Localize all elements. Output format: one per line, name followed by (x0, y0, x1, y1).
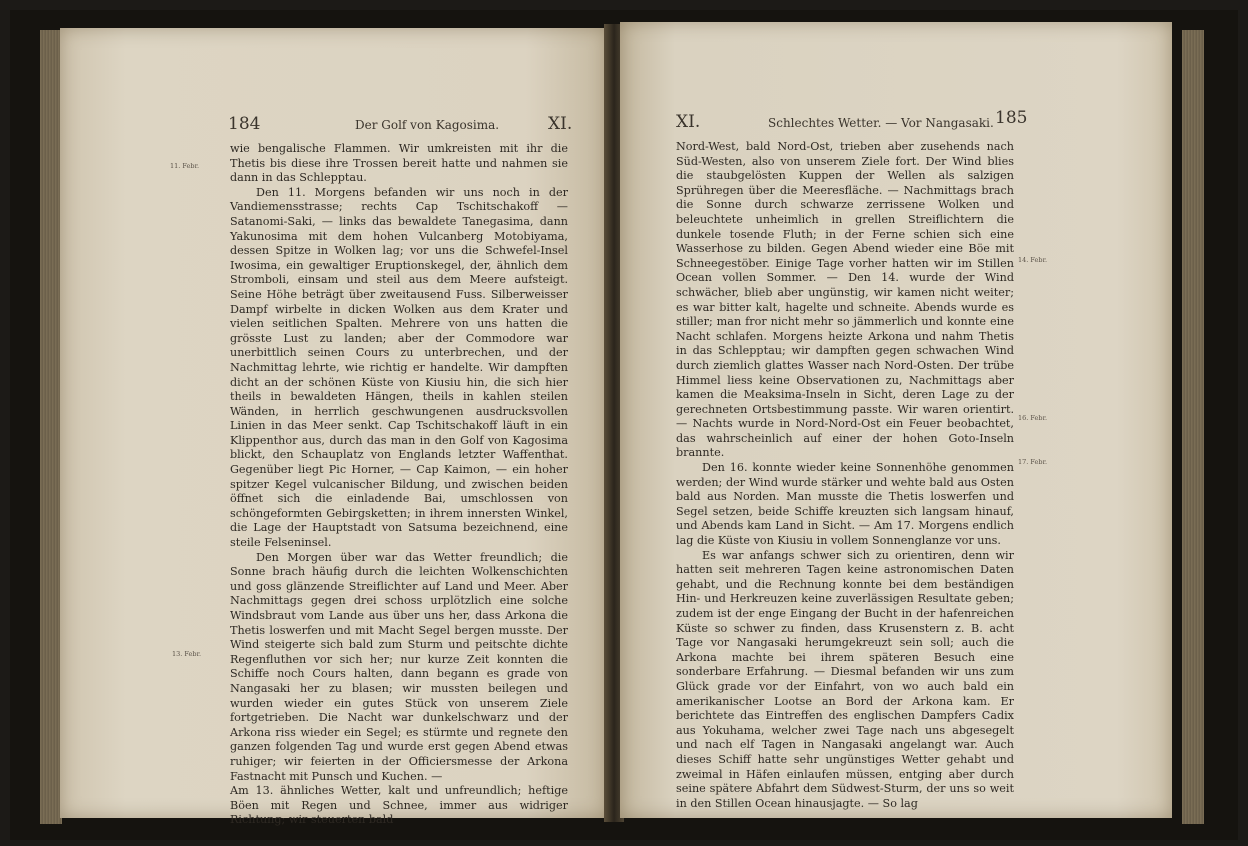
left-paragraph-1: wie bengalische Flammen. Wir umkreisten mit ihr die Thetis bis diese ihre Trossen bereit hatte und nahmen sie dann in das Schlepptau. (230, 142, 568, 185)
left-paragraph-4: Am 13. ähnliches Wetter, kalt und unfreundlich; heftige Böen mit Regen und Schnee, immer aus widriger Richtung; wir steuerten bald (230, 784, 568, 827)
right-page-edges (1182, 30, 1204, 824)
left-paragraph-3: Den Morgen über war das Wetter freundlich; die Sonne brach häufig durch die leichten Wolkenschichten und goss glänzende Streiflichter auf Land und Meer. Aber Nachmittags gegen drei schoss urplötzlich eine solche Windsbraut vom Lande aus über uns her, dass Arkona die Thetis loswerfen und mit Macht Segel bergen musste. Der Wind steigerte sich bald zum Sturm und peitschte dichte Regenfluthen vor sich her; nur kurze Zeit konnten die Schiffe noch Cours halten, dann begann es grade von Nangasaki her zu blasen; wir mussten beilegen und wurden wieder ein gutes Stück von unserem Ziele fortgetrieben. Die Nacht war dunkelschwarz und der Arkona riss wieder ein Segel; es stürmte und regnete den ganzen folgenden Tag und wurde erst gegen Abend etwas ruhiger; wir feierten in der Officiersmesse der Arkona Fastnacht mit Punsch und Kuchen. — (230, 550, 568, 783)
left-chapter-number: XI. (548, 114, 573, 134)
right-margin-note-14-febr: 14. Febr. (1018, 256, 1048, 264)
left-margin-note-11-febr: 11. Febr. (170, 162, 200, 170)
right-chapter-number: XI. (676, 112, 701, 132)
right-page-number: 185 (995, 108, 1028, 128)
left-page-number: 184 (228, 114, 261, 134)
right-paragraph-3: Es war anfangs schwer sich zu orientiren, denn wir hatten seit mehreren Tagen keine astronomischen Daten gehabt, und die Rechnung konnte bei dem beständigen Hin- und Herkreuzen keine zuverlässigen Resultate geben; zudem ist der enge Eingang der Bucht in der hafenreichen Küste so schwer zu finden, dass Krusenstern z. B. acht Tage vor Nangasaki herumgekreuzt sein soll; auch die Arkona machte bei ihrem späteren Besuch eine sonderbare Erfahrung. — Diesmal befanden wir uns zum Glück grade vor der Einfahrt, von wo auch bald ein amerikanischer Lootse an Bord der Arkona kam. Er berichtete das Eintreffen des englischen Dampfers Cadix aus Yokuhama, welcher zwei Tage nach uns abgesegelt und nach elf Tagen in Nangasaki angelangt war. Auch dieses Schiff hatte sehr ungünstiges Wetter gehabt und zweimal in Häfen einlaufen müssen, entging aber durch seine spätere Abfahrt dem Südwest-Sturm, der uns so weit in den Stillen Ocean hinausjagte. — So lag (676, 548, 1014, 810)
right-page-text (676, 140, 1014, 811)
left-paragraph-2: Den 11. Morgens befanden wir uns noch in der Vandiemensstrasse; rechts Cap Tschitschakoff — Satanomi-Saki, — links das bewaldete Tanegasima, dann Yakunosima mit dem hohen Vulcanberg Motobiyama, dessen Spitze in Wolken lag; vor uns die Schwefel-Insel Iwosima, ein gewaltiger Eruptionskegel, der, ähnlich dem Stromboli, einsam und steil aus dem Meere aufsteigt. Seine Höhe beträgt über zweitausend Fuss. Silberweisser Dampf wirbelte in dicken Wolken aus dem Krater und vielen seitlichen Spalten. Mehrere von uns hatten die grösste Lust zu landen; aber der Commodore war unerbittlich seinen Cours zu unterbrechen, und der Nachmittag lehrte, wie richtig er handelte. Wir dampften dicht an der schönen Küste von Kiusiu hin, die sich hier theils in bewaldeten Hängen, theils in kahlen steilen Wänden, in herrlich geschwungenen ausdrucksvollen Linien in das Meer senkt. Cap Tschitschakoff läuft in ein Klippenthor aus, durch das man in den Golf von Kagosima blickt, den Schauplatz von Englands letzter Waffenthat. Gegenüber liegt Pic Horner, — Cap Kaimon, — ein hoher spitzer Kegel vulcanischer Bildung, und zwischen beiden öffnet sich die einladende Bai, umschlossen von schöngeformten Gebirgsketten; in ihrem innersten Winkel, die Lage der Hauptstadt von Satsuma bezeichnend, eine steile Felseninsel. (230, 185, 568, 550)
right-margin-note-16-febr: 16. Febr. (1018, 414, 1048, 422)
right-running-title: Schlechtes Wetter. — Vor Nangasaki. (768, 116, 994, 130)
left-page-text (230, 142, 568, 828)
right-paragraph-1: Nord-West, bald Nord-Ost, trieben aber zusehends nach Süd-Westen, also von unserem Ziele fort. Der Wind blies die staubgelösten Kuppen der Wellen als salzigen Sprühregen über die Meeresfläche. — Nachmittags brach die Sonne durch schwarze zerrissene Wolken und beleuchtete unheimlich in grellen Streiflichtern die dunkele tosende Fluth; in der Ferne schien sich eine Wasserhose zu bilden. Gegen Abend wieder eine Böe mit Schneegestöber. Einige Tage vorher hatten wir im Stillen Ocean vollen Sommer. — Den 14. wurde der Wind schwächer, blieb aber ungünstig, wir kamen nicht weiter; es war bitter kalt, hagelte und schneite. Abends wurde es stiller; man fror nicht mehr so jämmerlich und konnte eine Nacht schlafen. Morgens heizte Arkona und nahm Thetis in das Schlepptau; wir dampften gegen schwachen Wind durch ziemlich glattes Wasser nach Nord-Osten. Der trübe Himmel liess keine Observationen zu, Nachmittags aber kamen die Meaksima-Inseln in Sicht, deren Lage zu der gerechneten Ortsbestimmung passte. Wir waren orientirt. — Nachts wurde in Nord-Nord-Ost ein Feuer beobachtet, das wahrscheinlich auf einer der hohen Goto-Inseln brannte. (676, 140, 1014, 460)
left-margin-note-13-febr: 13. Febr. (172, 650, 202, 658)
right-paragraph-2: Den 16. konnte wieder keine Sonnenhöhe genommen werden; der Wind wurde stärker und wehte bald aus Osten bald aus Norden. Man musste die Thetis loswerfen und Segel setzen, beide Schiffe kreuzten sich langsam hinauf, und Abends kam Land in Sicht. — Am 17. Morgens endlich lag die Küste von Kiusiu in vollem Sonnenglanze vor uns. (676, 461, 1014, 548)
right-margin-note-17-febr: 17. Febr. (1018, 458, 1048, 466)
left-page-edges (40, 30, 62, 824)
left-running-title: Der Golf von Kagosima. (355, 118, 500, 132)
